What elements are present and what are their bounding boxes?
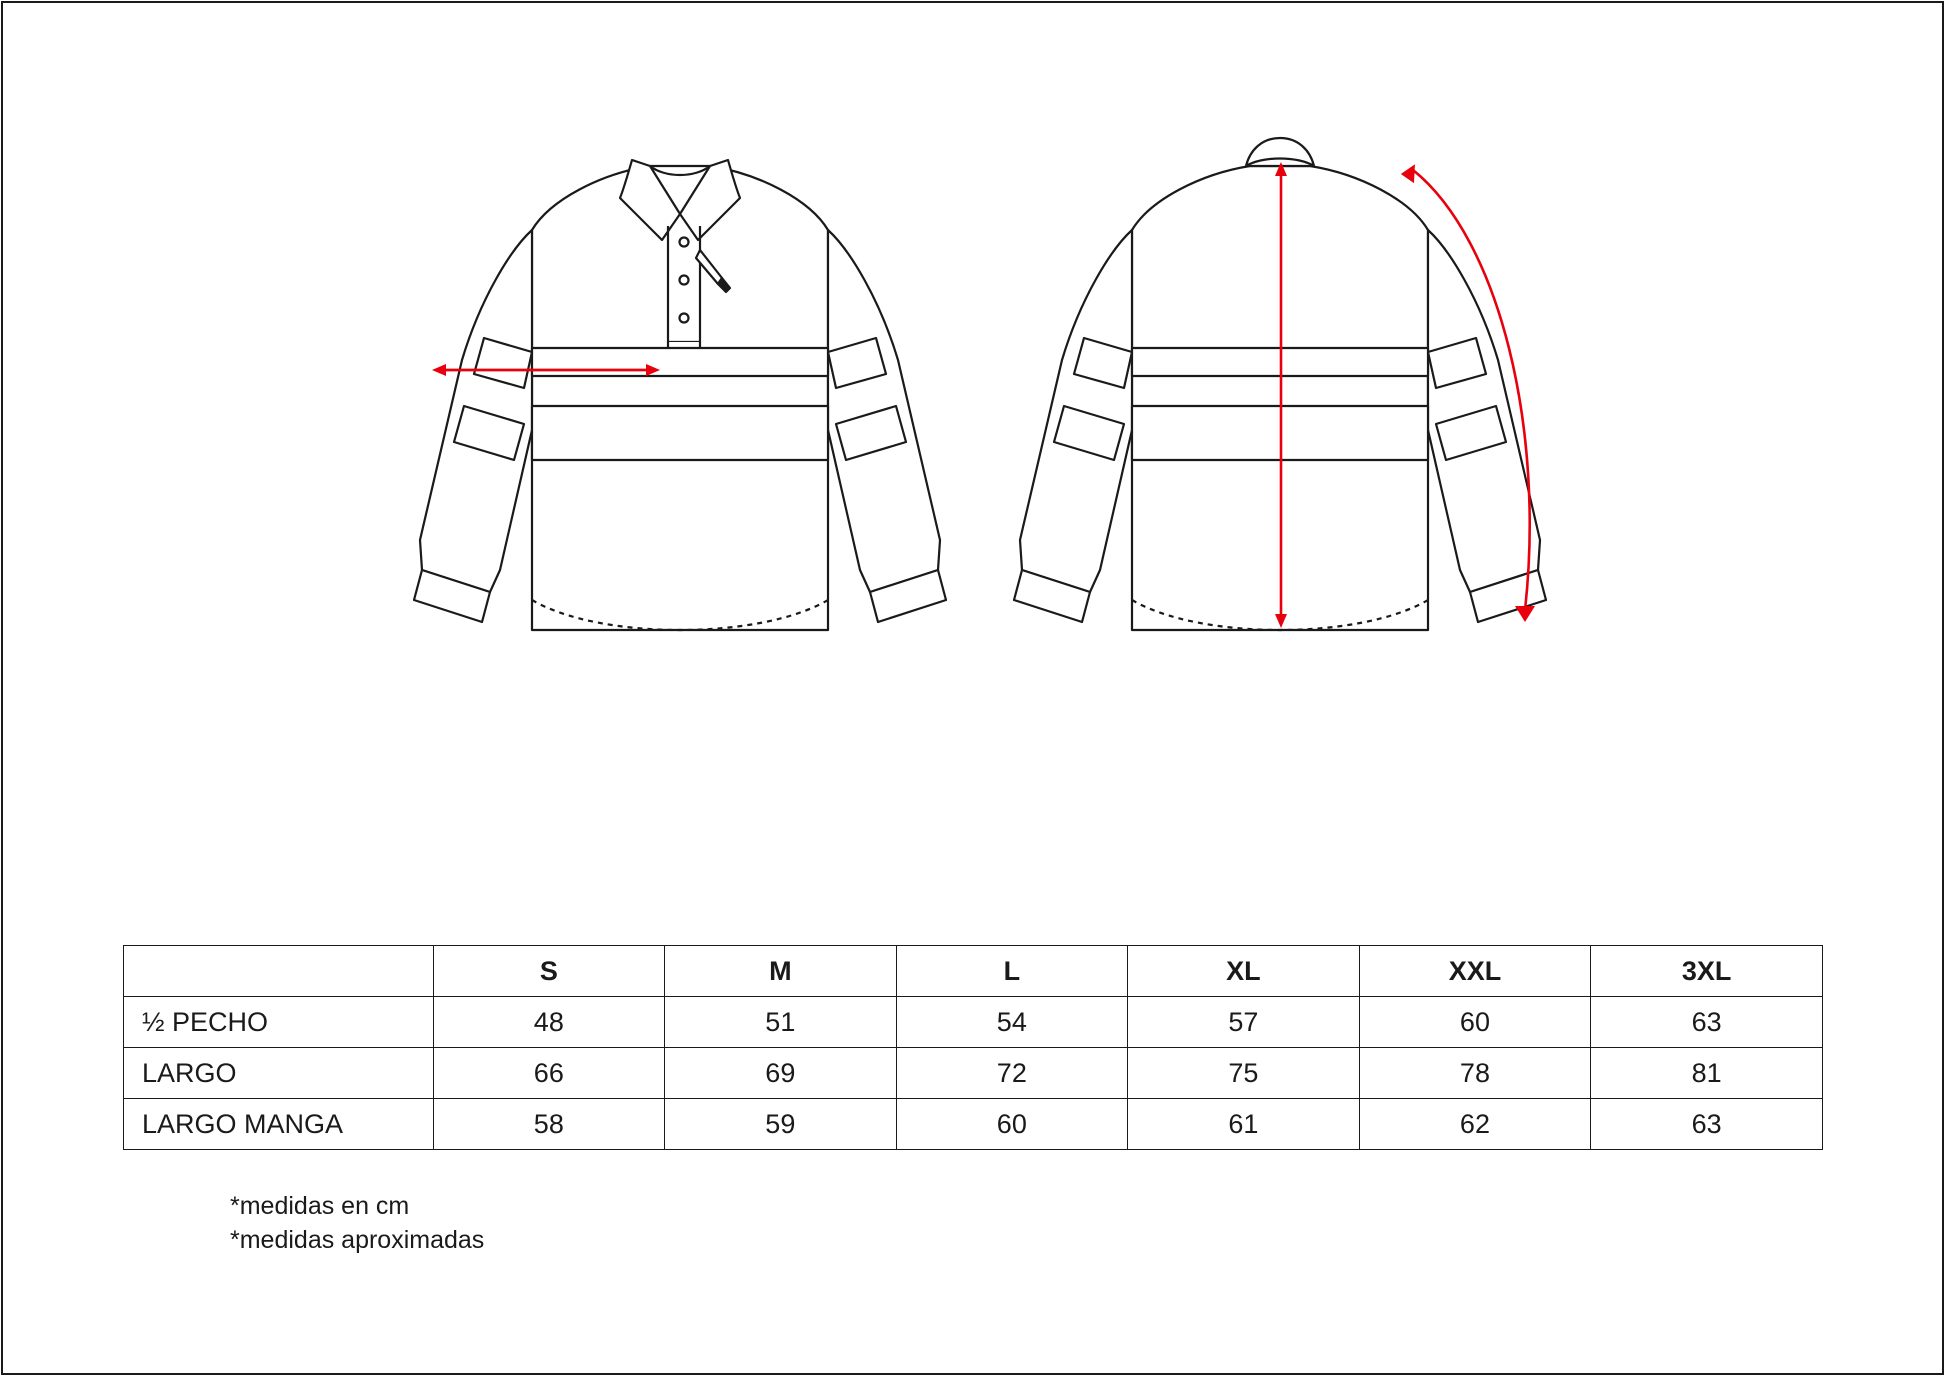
row-label-largo-manga: LARGO MANGA (124, 1099, 434, 1150)
size-header-xxl: XXL (1359, 946, 1591, 997)
table-row (124, 997, 1823, 1048)
table-corner-cell (124, 946, 434, 997)
cell-largo-xxl: 78 (1359, 1048, 1591, 1099)
cell-largo-l: 72 (896, 1048, 1128, 1099)
cell-pecho-m: 51 (665, 997, 897, 1048)
size-header-s: S (433, 946, 665, 997)
table-row (124, 1048, 1823, 1099)
cell-pecho-xxl: 60 (1359, 997, 1591, 1048)
cell-pecho-s: 48 (433, 997, 665, 1048)
cell-manga-xl: 61 (1128, 1099, 1360, 1150)
cell-largo-m: 69 (665, 1048, 897, 1099)
cell-manga-l: 60 (896, 1099, 1128, 1150)
footnote-approx: *medidas aproximadas (230, 1225, 485, 1254)
garment-illustrations (0, 130, 1946, 730)
cell-pecho-l: 54 (896, 997, 1128, 1048)
cell-largo-s: 66 (433, 1048, 665, 1099)
size-header-3xl: 3XL (1591, 946, 1823, 997)
cell-pecho-3xl: 63 (1591, 997, 1823, 1048)
size-table (123, 945, 1823, 1150)
back-view (1000, 130, 1620, 730)
size-header-m: M (665, 946, 897, 997)
footnotes (230, 1190, 484, 1258)
cell-manga-xxl: 62 (1359, 1099, 1591, 1150)
front-view (400, 130, 960, 730)
cell-pecho-xl: 57 (1128, 997, 1360, 1048)
cell-manga-3xl: 63 (1591, 1099, 1823, 1150)
cell-largo-xl: 75 (1128, 1048, 1360, 1099)
footnote-units: *medidas en cm (230, 1192, 410, 1220)
size-header-xl: XL (1128, 946, 1360, 997)
table-row (124, 1099, 1823, 1150)
cell-manga-m: 59 (665, 1099, 897, 1150)
front-view-drawing (400, 130, 960, 730)
row-label-largo: LARGO (124, 1048, 434, 1099)
cell-largo-3xl: 81 (1591, 1048, 1823, 1099)
size-header-l: L (896, 946, 1128, 997)
table-header-row (124, 946, 1823, 997)
back-view-drawing (1000, 130, 1620, 730)
row-label-pecho: ½ PECHO (124, 997, 434, 1048)
cell-manga-s: 58 (433, 1099, 665, 1150)
